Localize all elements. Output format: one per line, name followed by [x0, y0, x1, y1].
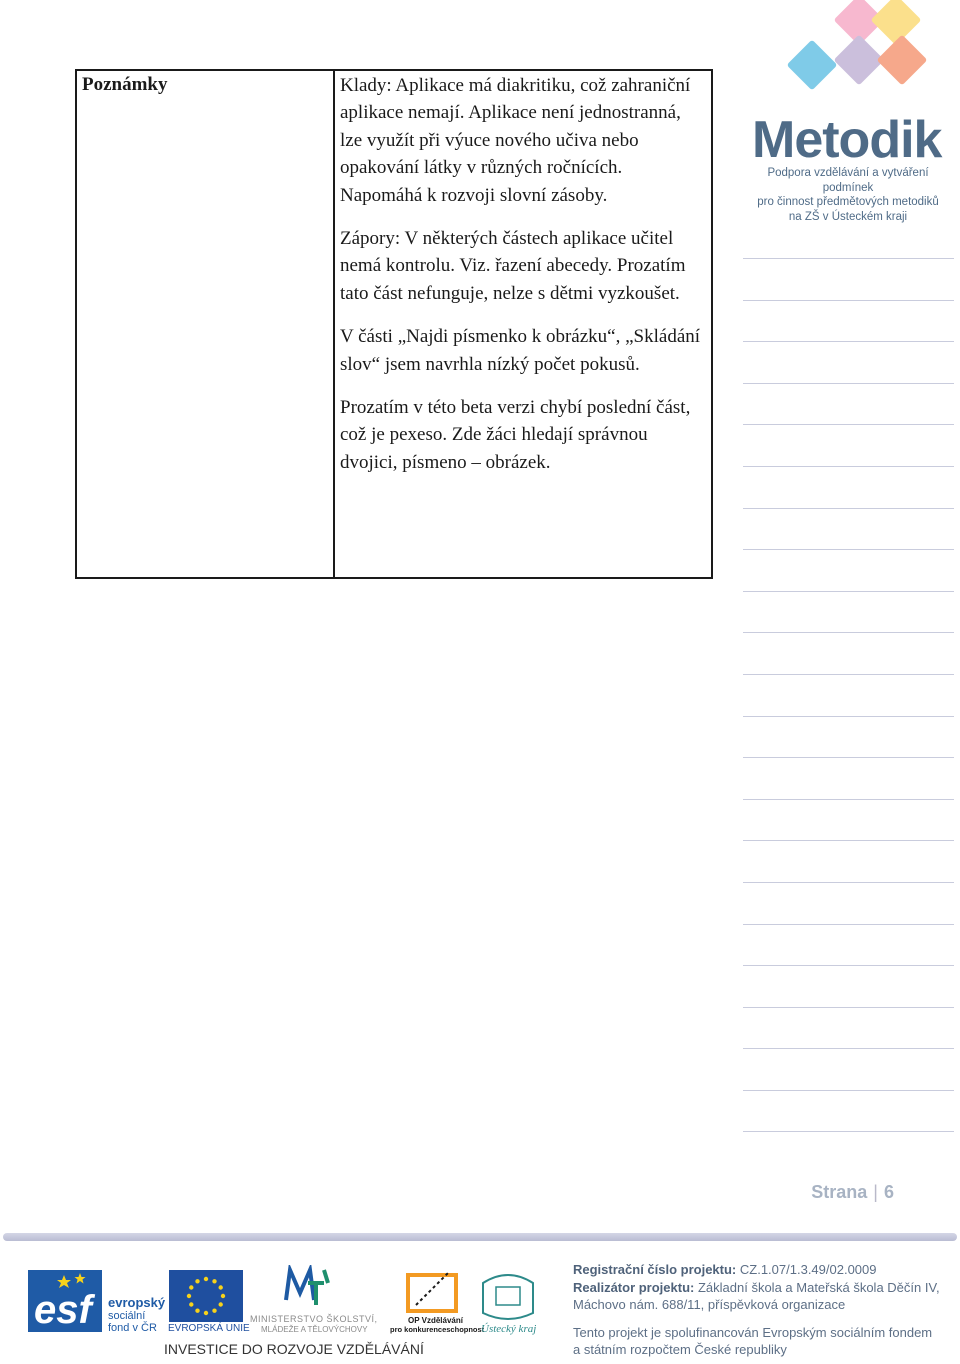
funding-line: Tento projekt je spolufinancován Evropským sociálním fondem — [573, 1324, 933, 1340]
writing-line — [743, 341, 954, 342]
eu-star — [219, 1285, 223, 1289]
op-vk-logo-icon — [390, 1273, 485, 1334]
writing-line — [743, 924, 954, 925]
page-label: Strana — [811, 1182, 868, 1202]
logo-subtitle-line: na ZŠ v Ústeckém kraji — [788, 210, 908, 223]
eu-star — [219, 1302, 223, 1306]
footer-divider — [3, 1233, 957, 1241]
writing-line — [743, 383, 954, 384]
writing-line — [743, 674, 954, 675]
logo-subtitle — [748, 166, 948, 224]
op-text-line: pro konkurenceschopnost — [390, 1325, 485, 1334]
notes-paragraph-beta: Prozatím v této beta verzi chybí poslední část, což je pexeso. Zde žáci hledají správnou dvojici, písmeno – obrázek. — [340, 397, 691, 473]
msmt-text-line: MLÁDEŽE A TĚLOVÝCHOVY — [261, 1325, 368, 1334]
eu-star — [195, 1279, 199, 1283]
writing-line — [743, 632, 954, 633]
notes-content — [335, 71, 711, 577]
writing-line — [743, 1131, 954, 1132]
metodik-logo — [748, 0, 948, 223]
writing-line — [743, 258, 954, 259]
svg-text:esf: esf — [34, 1288, 92, 1332]
esf-text-line: fond v ČR — [108, 1322, 157, 1334]
eu-star — [187, 1294, 191, 1298]
writing-line — [743, 591, 954, 592]
writing-line — [743, 1007, 954, 1008]
notes-paragraph-attempts: V části „Najdi písmenko k obrázku“, „Skládání slov“ jsem navrhla nízký počet pokusů. — [340, 326, 701, 375]
writing-line — [743, 882, 954, 883]
logo-diamond — [871, 0, 922, 45]
eu-label: EVROPSKÁ UNIE — [168, 1323, 250, 1334]
notes-table — [75, 69, 713, 579]
registration-value: CZ.1.07/1.3.49/02.0009 — [739, 1262, 877, 1277]
notes-label: Poznámky — [77, 71, 335, 577]
note-writing-lines — [743, 258, 954, 1173]
page-separator: | — [873, 1182, 878, 1202]
esf-text-line: evropský — [108, 1295, 166, 1310]
notes-paragraph-pros: Klady: Aplikace má diakritiku, což zahraniční aplikace nemají. Aplikace není jednostranná, lze využít při výuce nového učiva nebo opakování látky v různých ročnících. Napomáhá k rozvoji slovní zásoby. — [340, 75, 691, 206]
writing-line — [743, 508, 954, 509]
writing-line — [743, 757, 954, 758]
logo-subtitle-line: pro činnost předmětových metodiků — [757, 196, 939, 208]
esf-logo-icon — [28, 1270, 166, 1334]
registration-row — [573, 1261, 953, 1279]
footer-investice: INVESTICE DO ROZVOJE VZDĚLÁVÁNÍ — [164, 1341, 424, 1357]
writing-line — [743, 716, 954, 717]
eu-star — [195, 1309, 199, 1313]
writing-line — [743, 466, 954, 467]
writing-line — [743, 424, 954, 425]
eu-star — [212, 1309, 216, 1313]
eu-star — [189, 1285, 193, 1289]
writing-line — [743, 1090, 954, 1091]
eu-star — [204, 1311, 208, 1315]
writing-line — [743, 799, 954, 800]
logo-title: Metodik — [752, 111, 942, 169]
diamond-logo-icon — [748, 0, 948, 110]
writing-line — [743, 840, 954, 841]
footer-project-info — [573, 1261, 953, 1359]
eu-star — [189, 1302, 193, 1306]
writing-line — [743, 965, 954, 966]
page-number-value: 6 — [883, 1182, 894, 1202]
esf-text-line: sociální — [108, 1310, 146, 1322]
implementer-address: Máchovo nám. 688/11, příspěvková organizace — [573, 1297, 846, 1312]
page-number — [811, 1182, 894, 1203]
eu-star — [212, 1279, 216, 1283]
eu-star — [221, 1294, 225, 1298]
msmt-logo-icon — [250, 1270, 378, 1334]
logo-diamond — [787, 40, 838, 91]
writing-line — [743, 300, 954, 301]
registration-label: Registrační číslo projektu: — [573, 1262, 737, 1277]
kraj-label: Ústecký kraj — [481, 1323, 537, 1335]
implementer-label: Realizátor projektu: — [573, 1279, 695, 1295]
msmt-text-line: MINISTERSTVO ŠKOLSTVÍ, — [250, 1314, 378, 1324]
eu-star — [204, 1277, 208, 1281]
footer-logos — [28, 1265, 548, 1345]
logo-diamond — [877, 35, 928, 86]
logo-subtitle-line: Podpora vzdělávání a vytváření podmínek — [767, 167, 929, 194]
notes-paragraph-cons: Zápory: V některých částech aplikace učitel nemá kontrolu. Viz. řazení abecedy. Prozatím tato část nefunguje, nelze s dětmi vyzkoušet. — [340, 228, 686, 304]
writing-line — [743, 1048, 954, 1049]
writing-line — [743, 549, 954, 550]
logo-diamond — [834, 35, 885, 86]
implementer-value: Základní škola a Mateřská škola Děčín IV, — [697, 1279, 940, 1295]
op-text-line: OP Vzdělávání — [408, 1316, 463, 1325]
implementer-row — [573, 1279, 953, 1297]
ustecky-kraj-logo-icon — [481, 1275, 536, 1335]
eu-flag-icon — [168, 1270, 250, 1334]
funding-line: a státním rozpočtem České republiky — [573, 1342, 787, 1357]
